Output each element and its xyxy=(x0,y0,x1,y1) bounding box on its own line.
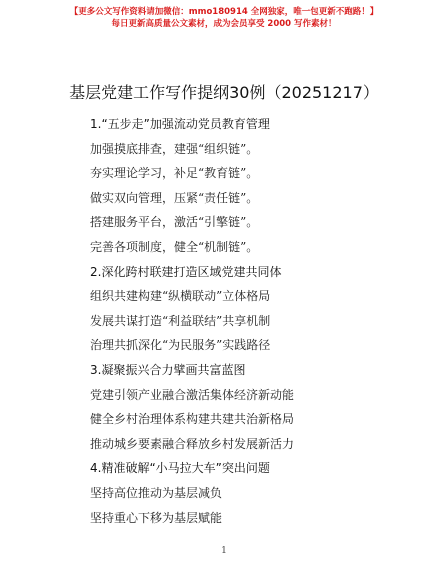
outline-section-heading: 4.精准破解“小马拉大车”突出问题 xyxy=(90,461,270,476)
outline-item: 做实双向管理，压紧“责任链”。 xyxy=(90,190,259,205)
outline-item: 坚持高位推动为基层减负 xyxy=(90,485,223,500)
outline-item: 健全乡村治理体系构建共建共治新格局 xyxy=(90,412,295,427)
outline-section-heading: 2.深化跨村联建打造区域党建共同体 xyxy=(90,264,282,279)
outline-item: 完善各项制度，健全“机制链”。 xyxy=(90,239,259,254)
outline-list xyxy=(90,112,420,530)
outline-section-heading: 1.“五步走”加强流动党员教育管理 xyxy=(90,117,270,131)
outline-item: 搭建服务平台，激活“引擎链”。 xyxy=(90,215,259,230)
promo-banner-line-2: 每日更新高质量公文素材，成为会员享受 2000 写作素材！ xyxy=(111,19,337,29)
outline-item: 加强摸底排查，建强“组织链”。 xyxy=(90,141,259,156)
outline-section-heading: 3.凝聚振兴合力擘画共富蓝图 xyxy=(90,362,246,377)
outline-item: 治理共抓深化“为民服务”实践路径 xyxy=(90,338,271,353)
outline-item: 党建引领产业融合激活集体经济新动能 xyxy=(90,387,295,402)
promo-banner xyxy=(0,6,448,30)
outline-item: 夯实理论学习，补足“教育链”。 xyxy=(90,166,259,181)
page-number: 1 xyxy=(221,546,227,556)
document-title: 基层党建工作写作提纲30例（20251217） xyxy=(69,83,379,102)
promo-banner-line-1: 【更多公文写作资料请加微信：mmo180914 全网独家，唯一包更新不跑路！】 xyxy=(69,7,379,17)
outline-item: 推动城乡要素融合释放乡村发展新活力 xyxy=(90,436,295,451)
outline-item: 组织共建构建“纵横联动”立体格局 xyxy=(90,289,271,304)
outline-item: 发展共谋打造“利益联结”共享机制 xyxy=(90,313,271,328)
outline-item: 坚持重心下移为基层赋能 xyxy=(90,510,223,525)
